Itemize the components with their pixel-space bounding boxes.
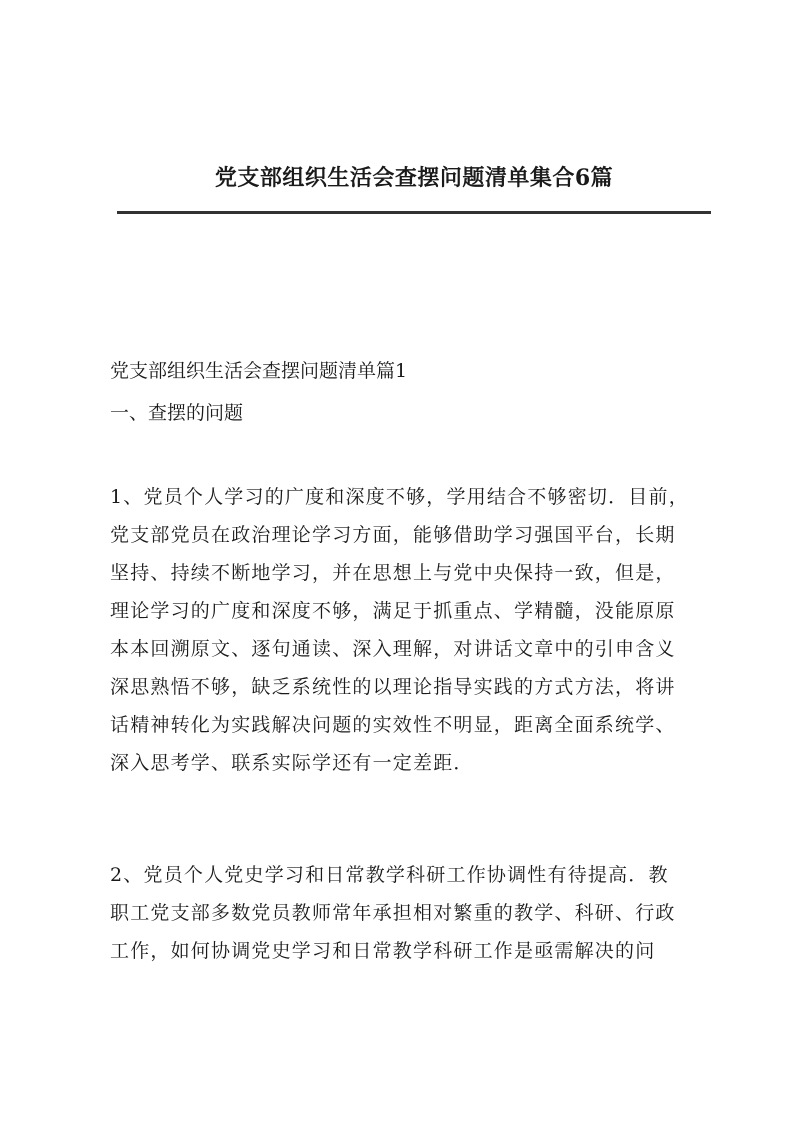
- paragraph-line: 2、党员个人党史学习和日常教学科研工作协调性有待提高．教: [110, 864, 669, 886]
- paragraph-line: 工作，如何协调党史学习和日常教学科研工作是亟需解决的问: [110, 940, 656, 962]
- paragraph-line: 话精神转化为实践解决问题的实效性不明显，距离全面系统学、: [110, 714, 676, 736]
- paragraph-line: 职工党支部多数党员教师常年承担相对繁重的教学、科研、行政: [110, 902, 676, 924]
- paragraph-line: 深入思考学、联系实际学还有一定差距．: [110, 752, 474, 774]
- paragraph-line: 1、党员个人学习的广度和深度不够，学用结合不够密切．目前，: [110, 486, 689, 508]
- subsection-title: 一、查摆的问题: [110, 402, 244, 424]
- paragraph-line: 党支部党员在政治理论学习方面，能够借助学习强国平台，长期: [110, 524, 676, 546]
- paragraph-1: [110, 478, 720, 782]
- section-title: 党支部组织生活会查摆问题清单篇1: [110, 360, 408, 382]
- paragraph-line: 本本回溯原文、逐句通读、深入理解，对讲话文章中的引申含义: [110, 638, 676, 660]
- title-divider: [117, 211, 711, 214]
- paragraph-line: 理论学习的广度和深度不够，满足于抓重点、学精髓，没能原原: [110, 600, 676, 622]
- document-title: 党支部组织生活会查摆问题清单集合6篇: [214, 165, 614, 191]
- paragraph-line: 坚持、持续不断地学习，并在思想上与党中央保持一致，但是，: [110, 562, 676, 584]
- paragraph-line: 深思熟悟不够，缺乏系统性的以理论指导实践的方式方法，将讲: [110, 676, 676, 698]
- paragraph-2: [110, 856, 720, 970]
